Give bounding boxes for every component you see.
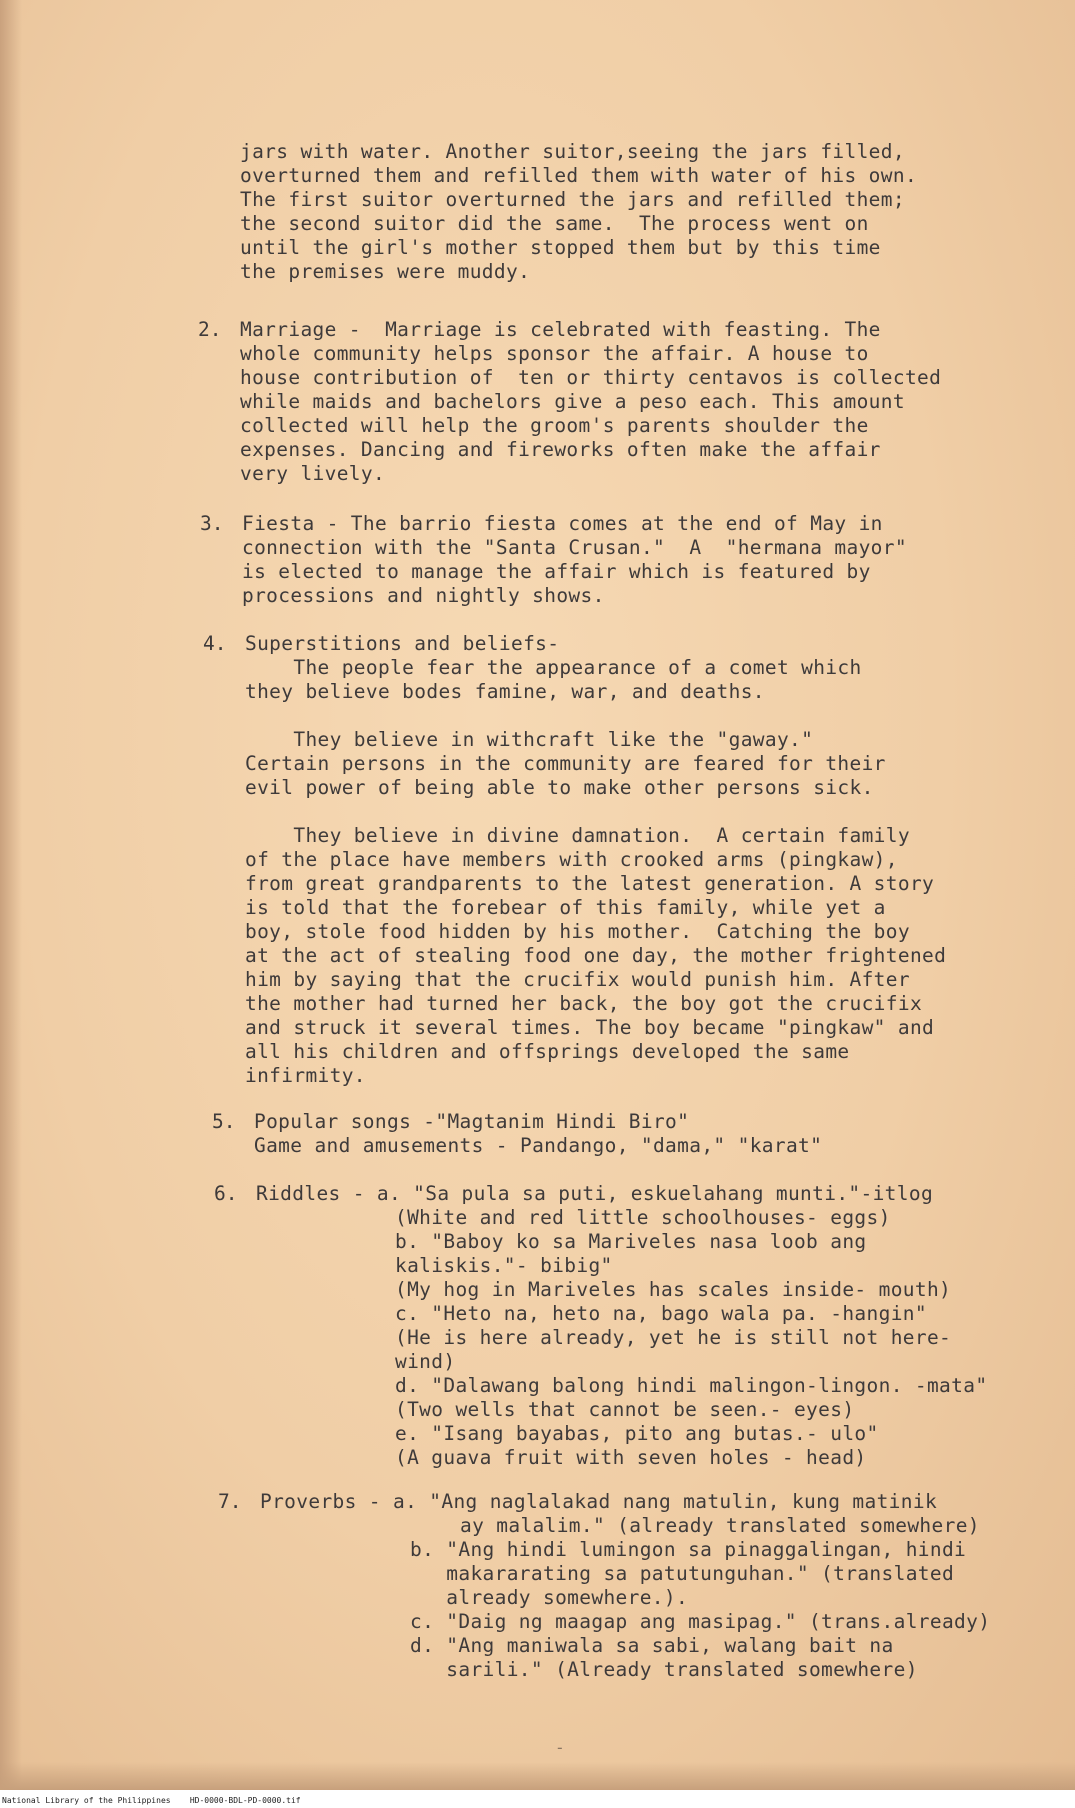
continuation-paragraph: [240, 140, 917, 284]
text-line: very lively.: [240, 462, 386, 485]
text-line: The people fear the appearance of a comet which: [245, 656, 862, 679]
text-line: of the place have members with crooked arms (pingkaw),: [245, 848, 898, 871]
section-heading: Superstitions and beliefs-: [245, 632, 560, 655]
text-line: Marriage - Marriage is celebrated with feasting. The: [240, 318, 881, 341]
text-line: evil power of being able to make other persons sick.: [245, 776, 874, 799]
section-number: 5.: [212, 1110, 236, 1133]
ink-mark: -: [555, 1738, 565, 1757]
text-line: Game and amusements - Pandango, "dama," "karat": [254, 1134, 823, 1157]
text-line: wind): [395, 1350, 456, 1373]
section-number: 6.: [214, 1182, 238, 1205]
text-line: makararating sa patutunguhan." (translated: [410, 1562, 955, 1585]
text-line: the premises were muddy.: [240, 260, 531, 283]
text-line: and struck it several times. The boy became "pingkaw" and: [245, 1016, 935, 1039]
section-songs: [254, 1110, 822, 1158]
text-line: (Two wells that cannot be seen.- eyes): [395, 1398, 855, 1421]
text-line: (A guava fruit with seven holes - head): [395, 1446, 867, 1469]
text-line: (He is here already, yet he is still not here-: [395, 1326, 952, 1349]
text-line: overturned them and refilled them with water of his own.: [240, 164, 918, 187]
text-line: collected will help the groom's parents shoulder the: [240, 414, 869, 437]
text-line: The first suitor overturned the jars and refilled them;: [240, 188, 905, 211]
section-number: 2.: [198, 318, 222, 341]
section-marriage: [240, 318, 941, 486]
text-line: c. "Daig ng maagap ang masipag." (trans.already): [410, 1610, 991, 1633]
section-number: 3.: [200, 512, 224, 535]
text-line: ay malalim." (already translated somewhere): [460, 1514, 980, 1537]
proverbs-heading: Proverbs - a. "Ang naglalakad nang matulin, kung matinik: [260, 1490, 938, 1513]
page-bottom-edge: [0, 1762, 1075, 1790]
text-line: c. "Heto na, heto na, bago wala pa. -hangin": [395, 1302, 927, 1325]
text-line: (My hog in Mariveles has scales inside- mouth): [395, 1278, 952, 1301]
text-line: until the girl's mother stopped them but by this time: [240, 236, 881, 259]
text-line: e. "Isang bayabas, pito ang butas.- ulo": [395, 1422, 879, 1445]
text-line: expenses. Dancing and fireworks often make the affair: [240, 438, 881, 461]
text-line: the second suitor did the same. The process went on: [240, 212, 869, 235]
text-line: boy, stole food hidden by his mother. Catching the boy: [245, 920, 910, 943]
text-line: from great grandparents to the latest generation. A story: [245, 872, 935, 895]
riddles-heading: Riddles - a. "Sa pula sa puti, eskuelahang munti."-itlog: [256, 1182, 934, 1205]
text-line: infirmity.: [245, 1064, 366, 1087]
section-fiesta: [242, 512, 907, 608]
text-line: sarili." (Already translated somewhere): [410, 1658, 918, 1681]
text-line: kaliskis."- bibig": [395, 1254, 613, 1277]
text-line: Certain persons in the community are feared for their: [245, 752, 886, 775]
text-line: is elected to manage the affair which is featured by: [242, 560, 871, 583]
text-line: Fiesta - The barrio fiesta comes at the end of May in: [242, 512, 883, 535]
text-line: the mother had turned her back, the boy got the crucifix: [245, 992, 923, 1015]
section-number: 4.: [203, 632, 227, 655]
text-line: Popular songs -"Magtanim Hindi Biro": [254, 1110, 690, 1133]
text-line: jars with water. Another suitor,seeing the jars filled,: [240, 140, 905, 163]
text-line: at the act of stealing food one day, the mother frightened: [245, 944, 947, 967]
section-superstitions: [245, 632, 946, 1088]
section-proverbs: [260, 1490, 937, 1514]
text-line: is told that the forebear of this family, while yet a: [245, 896, 886, 919]
binding-shadow: [0, 0, 22, 1790]
text-line: d. "Ang maniwala sa sabi, walang bait na: [410, 1634, 894, 1657]
text-line: b. "Baboy ko sa Mariveles nasa loob ang: [395, 1230, 867, 1253]
text-line: They believe in withcraft like the "gaway.": [245, 728, 814, 751]
text-line: all his children and offsprings developed the same: [245, 1040, 850, 1063]
text-line: they believe bodes famine, war, and deaths.: [245, 680, 765, 703]
text-line: connection with the "Santa Crusan." A "hermana mayor": [242, 536, 907, 559]
text-line: (White and red little schoolhouses- eggs): [395, 1206, 891, 1229]
text-line: They believe in divine damnation. A certain family: [245, 824, 910, 847]
text-line: house contribution of ten or thirty centavos is collected: [240, 366, 942, 389]
section-number: 7.: [218, 1490, 242, 1513]
text-line: him by saying that the crucifix would punish him. After: [245, 968, 910, 991]
text-line: b. "Ang hindi lumingon sa pinaggalingan, hindi: [410, 1538, 967, 1561]
scan-footer-text: National Library of the Philippines HD-0000-BDL-PD-0000.tif: [2, 1796, 301, 1805]
section-riddles: [256, 1182, 933, 1206]
text-line: already somewhere.).: [410, 1586, 689, 1609]
text-line: processions and nightly shows.: [242, 584, 605, 607]
text-line: while maids and bachelors give a peso each. This amount: [240, 390, 905, 413]
riddles-list: [395, 1206, 987, 1470]
proverb-a-cont: [460, 1514, 980, 1538]
proverbs-list: [410, 1538, 990, 1682]
text-line: whole community helps sponsor the affair. A house to: [240, 342, 869, 365]
text-line: d. "Dalawang balong hindi malingon-lingon. -mata": [395, 1374, 988, 1397]
